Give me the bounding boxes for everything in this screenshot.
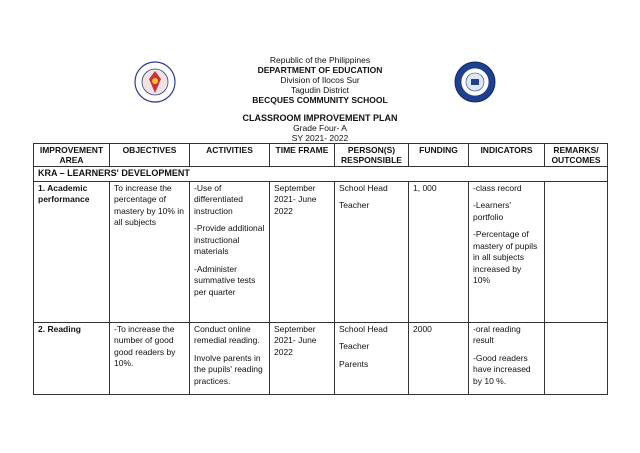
improvement-plan-table: [33, 143, 608, 395]
improvement-area-cell: 1. Academic performance: [34, 181, 110, 322]
remarks-cell: [545, 181, 608, 322]
activity-item: Conduct online remedial reading.: [194, 323, 260, 345]
activity-item: -Administer summative tests per quarter: [194, 263, 256, 297]
republic-line: Republic of the Philippines: [269, 55, 371, 65]
person-item: Teacher: [339, 341, 370, 351]
persons-cell: [335, 181, 409, 322]
indicator-item: -oral reading result: [473, 323, 521, 345]
activities-cell: [190, 181, 270, 322]
activity-item: -Provide additional instructional materials: [194, 223, 265, 256]
indicator-item: -Percentage of mastery of pupils in all subjects increased by 10%: [473, 229, 538, 285]
indicators-cell: [469, 181, 545, 322]
funding-cell: 1, 000: [409, 181, 469, 322]
header-objectives: OBJECTIVES: [110, 144, 190, 167]
header-funding: FUNDING: [409, 144, 469, 167]
time-frame-cell: September 2021- June 2022: [270, 181, 335, 322]
deped-seal: [134, 61, 176, 103]
school-line: BECQUES COMMUNITY SCHOOL: [252, 95, 388, 105]
table-row: [34, 181, 608, 322]
table-row: [34, 322, 608, 395]
objectives-cell: -To increase the number of good good readers by 10%.: [110, 322, 190, 395]
district-line: Tagudin District: [290, 85, 350, 95]
plan-title: [180, 113, 460, 143]
school-seal: [454, 61, 496, 103]
header-indicators: INDICATORS: [469, 144, 545, 167]
header-persons-responsible: PERSON(S) RESPONSIBLE: [335, 144, 409, 167]
funding-cell: 2000: [409, 322, 469, 395]
indicator-item: -Good readers have increased by 10 %.: [473, 352, 531, 386]
person-item: Teacher: [339, 200, 370, 210]
department-line: DEPARTMENT OF EDUCATION: [257, 65, 383, 75]
document-header: [200, 55, 440, 105]
indicators-cell: [469, 322, 545, 395]
indicator-item: -class record: [473, 182, 522, 193]
kra-label: KRA – LEARNERS' DEVELOPMENT: [34, 167, 608, 182]
time-frame-cell: September 2021- June 2022: [270, 322, 335, 395]
header-remarks: REMARKS/ OUTCOMES: [545, 144, 608, 167]
grade-line: Grade Four- A: [293, 123, 347, 133]
objectives-cell: To increase the percentage of mastery by 10% in all subjects: [110, 181, 190, 322]
person-item: School Head: [339, 182, 388, 193]
header-improvement-area: IMPROVEMENT AREA: [34, 144, 110, 167]
table-header-row: [34, 144, 608, 167]
division-line: Division of Ilocos Sur: [280, 75, 360, 85]
improvement-area-cell: 2. Reading: [34, 322, 110, 395]
activity-item: -Use of differentiated instruction: [194, 182, 243, 216]
header-activities: ACTIVITIES: [190, 144, 270, 167]
activities-cell: [190, 322, 270, 395]
school-year-line: SY 2021- 2022: [291, 133, 349, 143]
header-time-frame: TIME FRAME: [270, 144, 335, 167]
remarks-cell: [545, 322, 608, 395]
person-item: Parents: [339, 358, 369, 369]
person-item: School Head: [339, 323, 388, 334]
indicator-item: -Learners' portfolio: [473, 200, 512, 222]
persons-cell: [335, 322, 409, 395]
plan-title-main: CLASSROOM IMPROVEMENT PLAN: [242, 113, 398, 123]
activity-item: Involve parents in the pupils' reading practices.: [194, 352, 263, 386]
kra-row: [34, 167, 608, 182]
